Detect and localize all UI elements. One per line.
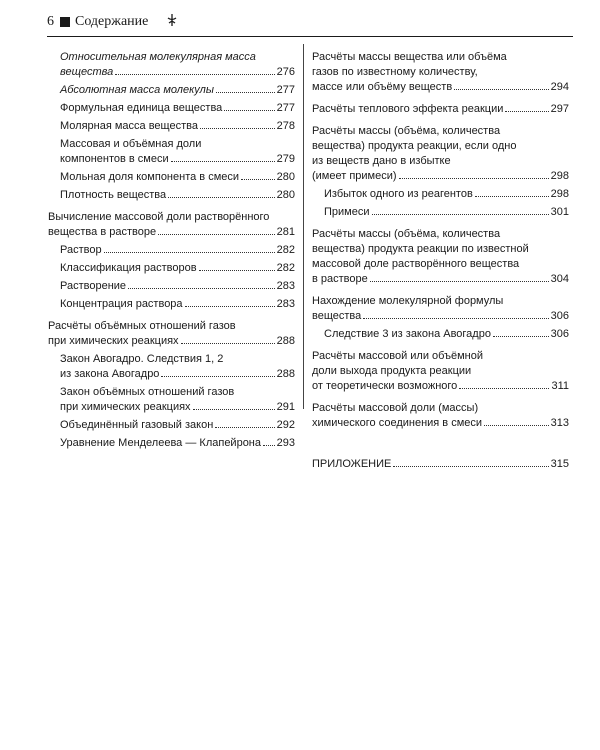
toc-entry-text: вещества bbox=[60, 66, 114, 78]
toc-entry-text: Примеси bbox=[324, 206, 370, 218]
toc-page-number: 301 bbox=[550, 206, 569, 218]
toc-entry bbox=[48, 436, 295, 451]
dot-leader bbox=[181, 343, 275, 344]
toc-entry-text: Вычисление массовой доли растворённого bbox=[48, 211, 270, 223]
dot-leader bbox=[484, 425, 549, 426]
toc-page-number: 291 bbox=[276, 401, 295, 413]
toc-entry-text: Объединённый газовый закон bbox=[60, 419, 214, 431]
toc-page-number: 297 bbox=[550, 103, 569, 115]
toc-page-number: 278 bbox=[276, 120, 295, 132]
dot-leader bbox=[263, 445, 275, 446]
dot-leader bbox=[115, 74, 274, 75]
dot-leader bbox=[224, 110, 274, 111]
toc-entry bbox=[312, 124, 569, 184]
dot-leader bbox=[158, 234, 275, 235]
toc-entry-text: Расчёты массы (объёма, количества bbox=[312, 125, 501, 137]
dot-leader bbox=[161, 376, 274, 377]
toc-entry-text: Расчёты массы (объёма, количества bbox=[312, 228, 501, 240]
toc-left-column bbox=[48, 50, 295, 454]
toc-page-number: 277 bbox=[276, 102, 295, 114]
toc-entry-text: Абсолютная масса молекулы bbox=[60, 84, 214, 96]
toc-entry bbox=[312, 457, 569, 472]
toc-entry-text: ПРИЛОЖЕНИЕ bbox=[312, 458, 392, 470]
dot-leader bbox=[185, 306, 275, 307]
dot-leader bbox=[216, 92, 275, 93]
toc-page-number: 283 bbox=[276, 298, 295, 310]
toc-entry-text: Относительная молекулярная масса bbox=[60, 51, 256, 63]
page-title: Содержание bbox=[75, 14, 149, 29]
dot-leader bbox=[393, 466, 548, 467]
dot-leader bbox=[104, 252, 275, 253]
toc-page-number: 292 bbox=[276, 419, 295, 431]
dot-leader bbox=[475, 196, 549, 197]
toc-entry-text: Растворение bbox=[60, 280, 127, 292]
toc-page-number: 279 bbox=[276, 153, 295, 165]
toc-entry bbox=[48, 210, 295, 240]
toc-page-number: 281 bbox=[276, 226, 295, 238]
toc-entry-text: Формульная единица вещества bbox=[60, 102, 223, 114]
toc-entry-text: от теоретически возможного bbox=[312, 380, 458, 392]
toc-entry-text: Молярная масса вещества bbox=[60, 120, 198, 132]
toc-entry-text: Раствор bbox=[60, 244, 102, 256]
toc-entry-text: Расчёты теплового эффекта реакции bbox=[312, 103, 504, 115]
toc-page-number: 298 bbox=[550, 188, 569, 200]
dot-leader bbox=[128, 288, 275, 289]
toc-page-number: 280 bbox=[276, 189, 295, 201]
toc-entry bbox=[48, 385, 295, 415]
toc-entry bbox=[48, 261, 295, 276]
toc-entry bbox=[48, 279, 295, 294]
toc-entry-text: газов по известному количеству, bbox=[312, 66, 478, 78]
dot-leader bbox=[199, 270, 275, 271]
toc-page-number: 288 bbox=[276, 368, 295, 380]
toc-page-number: 293 bbox=[276, 437, 295, 449]
caduceus-icon bbox=[165, 13, 179, 27]
toc-entry-text: массовой доле растворённого вещества bbox=[312, 258, 520, 270]
page-header bbox=[47, 10, 573, 37]
toc-page-number: 282 bbox=[276, 262, 295, 274]
toc-page-number: 311 bbox=[551, 380, 569, 392]
toc-entry-text: вещества bbox=[312, 310, 362, 322]
toc-entry-text: Расчёты объёмных отношений газов bbox=[48, 320, 236, 332]
toc-entry-text: в растворе bbox=[312, 273, 368, 285]
dot-leader bbox=[200, 128, 275, 129]
toc-entry-text: Мольная доля компонента в смеси bbox=[60, 171, 240, 183]
square-marker-icon bbox=[60, 17, 70, 27]
toc-entry bbox=[48, 101, 295, 116]
toc-page-number: 277 bbox=[276, 84, 295, 96]
toc-entry-text: Избыток одного из реагентов bbox=[324, 188, 473, 200]
dot-leader bbox=[399, 178, 549, 179]
toc-entry-text: компонентов в смеси bbox=[60, 153, 169, 165]
toc-page-number: 288 bbox=[276, 335, 295, 347]
toc-entry-text: при химических реакциях bbox=[60, 401, 191, 413]
toc-entry bbox=[48, 319, 295, 349]
toc-page-number: 315 bbox=[550, 458, 569, 470]
dot-leader bbox=[459, 388, 549, 389]
dot-leader bbox=[372, 214, 549, 215]
toc-right-column bbox=[312, 50, 569, 475]
toc-page-number: 306 bbox=[550, 310, 569, 322]
toc-entry bbox=[312, 294, 569, 324]
toc-entry-text: Нахождение молекулярной формулы bbox=[312, 295, 504, 307]
toc-entry bbox=[48, 188, 295, 203]
toc-entry-text: из веществ дано в избытке bbox=[312, 155, 451, 167]
toc-entry-text: массе или объёму веществ bbox=[312, 81, 453, 93]
toc-entry bbox=[312, 349, 569, 394]
toc-entry-text: Концентрация раствора bbox=[60, 298, 183, 310]
page-number: 6 bbox=[47, 14, 54, 29]
toc-entry bbox=[312, 187, 569, 202]
toc-entry-text: вещества в растворе bbox=[48, 226, 157, 238]
toc-entry-text: Уравнение Менделеева — Клапейрона bbox=[60, 437, 262, 449]
toc-entry bbox=[312, 102, 569, 117]
dot-leader bbox=[454, 89, 548, 90]
toc-page-number: 283 bbox=[276, 280, 295, 292]
toc-page-number: 304 bbox=[550, 273, 569, 285]
dot-leader bbox=[505, 111, 548, 112]
toc-entry-text: Расчёты массовой доли (массы) bbox=[312, 402, 479, 414]
toc-entry-text: (имеет примеси) bbox=[312, 170, 397, 182]
dot-leader bbox=[215, 427, 274, 428]
toc-entry bbox=[48, 137, 295, 167]
toc-entry-text: при химических реакциях bbox=[48, 335, 179, 347]
toc-entry-text: Плотность вещества bbox=[60, 189, 167, 201]
toc-entry-text: Расчёты массовой или объёмной bbox=[312, 350, 483, 362]
toc-entry bbox=[48, 170, 295, 185]
toc-page-number: 313 bbox=[550, 417, 569, 429]
dot-leader bbox=[241, 179, 275, 180]
toc-entry bbox=[312, 227, 569, 287]
toc-entry bbox=[48, 119, 295, 134]
toc-entry bbox=[48, 352, 295, 382]
dot-leader bbox=[171, 161, 275, 162]
dot-leader bbox=[168, 197, 275, 198]
column-divider bbox=[303, 44, 304, 409]
toc-entry-text: Закон объёмных отношений газов bbox=[60, 386, 235, 398]
toc-entry bbox=[48, 50, 295, 80]
dot-leader bbox=[363, 318, 548, 319]
toc-entry-text: вещества) продукта реакции, если одно bbox=[312, 140, 517, 152]
toc-entry bbox=[48, 418, 295, 433]
toc-page-number: 306 bbox=[550, 328, 569, 340]
toc-entry bbox=[312, 50, 569, 95]
toc-entry-text: из закона Авогадро bbox=[60, 368, 160, 380]
dot-leader bbox=[493, 336, 549, 337]
toc-entry-text: Классификация растворов bbox=[60, 262, 197, 274]
toc-entry bbox=[312, 327, 569, 342]
toc-entry-text: Расчёты массы вещества или объёма bbox=[312, 51, 507, 63]
toc-entry-text: Следствие 3 из закона Авогадро bbox=[324, 328, 491, 340]
toc-entry-text: доли выхода продукта реакции bbox=[312, 365, 472, 377]
dot-leader bbox=[370, 281, 549, 282]
dot-leader bbox=[193, 409, 275, 410]
toc-page-number: 282 bbox=[276, 244, 295, 256]
toc-entry bbox=[48, 83, 295, 98]
toc-entry-text: Массовая и объёмная доли bbox=[60, 138, 202, 150]
toc-entry bbox=[48, 297, 295, 312]
toc-entry-text: химического соединения в смеси bbox=[312, 417, 483, 429]
toc-entry-text: Закон Авогадро. Следствия 1, 2 bbox=[60, 353, 224, 365]
toc-entry bbox=[48, 243, 295, 258]
toc-entry-text: вещества) продукта реакции по известной bbox=[312, 243, 529, 255]
toc-page-number: 294 bbox=[550, 81, 569, 93]
toc-page-number: 280 bbox=[276, 171, 295, 183]
toc-page-number: 298 bbox=[550, 170, 569, 182]
toc-entry bbox=[312, 205, 569, 220]
toc-entry bbox=[312, 401, 569, 431]
toc-page-number: 276 bbox=[276, 66, 295, 78]
